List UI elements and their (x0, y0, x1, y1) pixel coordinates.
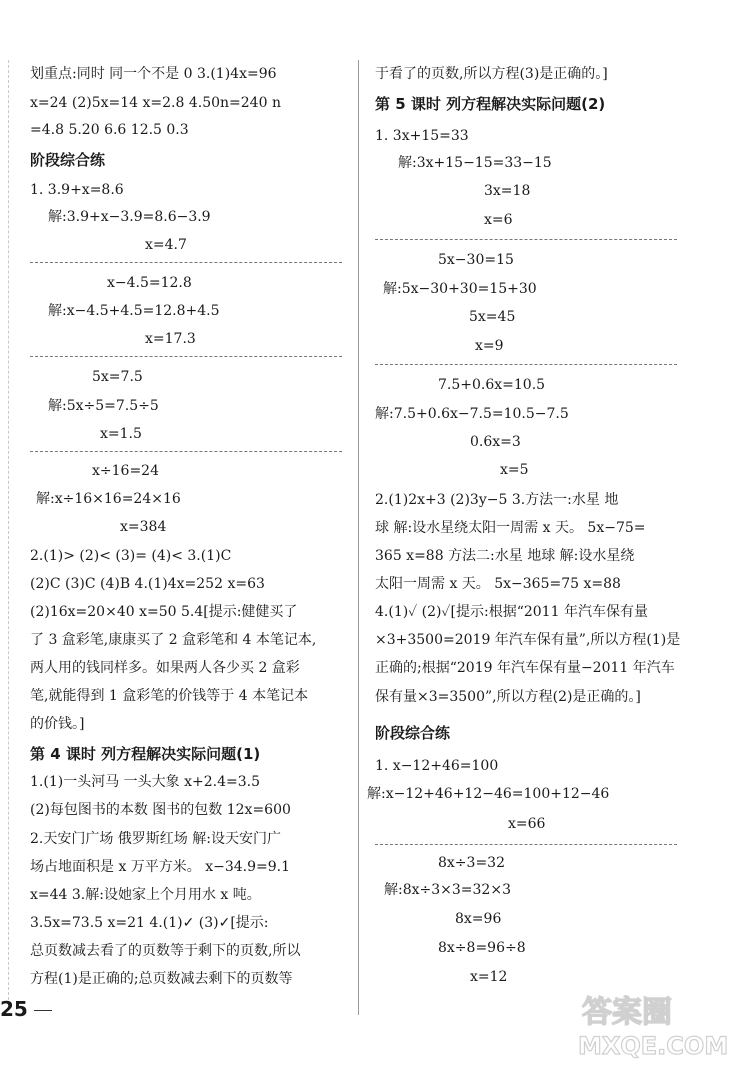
answer-line: (2)每包图书的本数 图书的包数 12x=600 (30, 802, 291, 818)
watermark-logo (572, 990, 742, 1060)
dashed-separator (30, 262, 342, 263)
equation-line: x=17.3 (145, 331, 196, 347)
answer-line: 2.(1)> (2)< (3)= (4)< 3.(1)C (30, 548, 232, 564)
lesson-heading: 第 4 课时 列方程解决实际问题(1) (30, 745, 261, 763)
equation-line: x=1.5 (100, 426, 142, 442)
answer-line: 的价钱。] (30, 716, 85, 732)
lesson-heading: 第 5 课时 列方程解决实际问题(2) (375, 95, 606, 113)
answer-line: 2.天安门广场 俄罗斯红场 解:设天安门广 (30, 831, 281, 847)
dashed-separator (375, 364, 677, 365)
dashed-separator (30, 356, 342, 357)
page-number-rule (34, 1010, 52, 1011)
dashed-separator (375, 239, 677, 240)
equation-line: x=6 (484, 212, 513, 228)
answer-line: (2)C (3)C (4)B 4.(1)4x=252 x=63 (30, 576, 265, 592)
answer-line: 4.(1)✓ (2)✓[提示:根据“2011 年汽车保有量 (375, 604, 648, 620)
page-number: 25 (0, 997, 28, 1021)
answer-line: 于看了的页数,所以方程(3)是正确的。] (375, 66, 608, 82)
answer-line: x=44 3.解:设她家上个月用水 x 吨。 (30, 887, 261, 903)
answer-line: 总页数减去看了的页数等于剩下的页数,所以 (30, 943, 301, 959)
equation-line: 0.6x=3 (470, 434, 521, 450)
column-divider (358, 60, 359, 1015)
equation-line: 8x=96 (455, 911, 502, 927)
answer-line: (2)16x=20×40 x=50 5.4[提示:健健买了 (30, 604, 298, 620)
equation-line: 8x÷3=32 (438, 855, 505, 871)
equation-line: 解:8x÷3×3=32×3 (384, 882, 511, 898)
watermark-line2: MXQE.COM (578, 1032, 729, 1060)
answer-line: 保有量×3=3500”,所以方程(2)是正确的。] (375, 689, 641, 705)
equation-line: 解:5x÷5=7.5÷5 (48, 398, 159, 414)
equation-line: x=4.7 (145, 237, 187, 253)
equation-line: 5x=7.5 (92, 369, 143, 385)
equation-line: 1. 3.9+x=8.6 (30, 182, 124, 198)
equation-line: 1. x−12+46=100 (375, 758, 499, 774)
equation-line: x=5 (500, 462, 529, 478)
answer-line: x=24 (2)5x=14 x=2.8 4.50n=240 n (30, 95, 281, 111)
answer-line: =4.8 5.20 6.6 12.5 0.3 (30, 122, 189, 138)
equation-line: x=384 (120, 519, 167, 535)
equation-line: x=12 (470, 969, 508, 985)
equation-line: x÷16=24 (92, 463, 159, 479)
equation-line: x=9 (475, 338, 504, 354)
equation-line: 7.5+0.6x=10.5 (438, 377, 546, 393)
answer-line: 1.(1)一头河马 一头大象 x+2.4=3.5 (30, 774, 260, 790)
answer-line: 正确的;根据“2019 年汽车保有量−2011 年汽车 (375, 660, 675, 676)
equation-line: 解:5x−30+30=15+30 (383, 281, 537, 297)
equation-line: 解:7.5+0.6x−7.5=10.5−7.5 (375, 406, 569, 422)
answer-line: 球 解:设水星绕太阳一周需 x 天。 5x−75= (375, 520, 646, 536)
answer-line: 划重点:同时 同一个不是 0 3.(1)4x=96 (30, 66, 277, 82)
answer-line: 笔,就能得到 1 盒彩笔的价钱等于 4 本笔记本 (30, 688, 309, 704)
equation-line: 5x=45 (469, 309, 516, 325)
equation-line: 5x−30=15 (438, 252, 514, 268)
section-heading: 阶段综合练 (30, 151, 106, 169)
section-heading: 阶段综合练 (375, 724, 451, 742)
answer-line: 方程(1)是正确的;总页数减去剩下的页数等 (30, 971, 293, 987)
equation-line: x−4.5=12.8 (107, 275, 192, 291)
equation-line: 解:3.9+x−3.9=8.6−3.9 (48, 209, 211, 225)
equation-line: x=66 (508, 816, 546, 832)
dashed-separator (375, 844, 677, 845)
equation-line: 3x=18 (484, 183, 531, 199)
binding-edge (8, 60, 9, 1010)
answer-line: 太阳一周需 x 天。 5x−365=75 x=88 (375, 576, 621, 592)
answer-line: 场占地面积是 x 万平方米。 x−34.9=9.1 (30, 859, 291, 875)
answer-line: 2.(1)2x+3 (2)3y−5 3.方法一:水星 地 (375, 492, 619, 508)
answer-line: 365 x=88 方法二:水星 地球 解:设水星绕 (375, 548, 635, 564)
equation-line: 8x÷8=96÷8 (438, 940, 526, 956)
equation-line: 解:x÷16×16=24×16 (36, 491, 181, 507)
answer-line: 了 3 盒彩笔,康康买了 2 盒彩笔和 4 本笔记本, (30, 632, 317, 648)
equation-line: 解:3x+15−15=33−15 (398, 155, 552, 171)
equation-line: 解:x−12+46+12−46=100+12−46 (367, 786, 610, 802)
answer-line: 3.5x=73.5 x=21 4.(1)✓ (3)✓[提示: (30, 915, 269, 931)
answer-line: 两人用的钱同样多。如果两人各少买 2 盒彩 (30, 660, 300, 676)
equation-line: 解:x−4.5+4.5=12.8+4.5 (48, 303, 220, 319)
dashed-separator (30, 451, 342, 452)
equation-line: 1. 3x+15=33 (375, 128, 469, 144)
watermark-line1: 答案圈 (582, 995, 672, 1030)
answer-line: ×3+3500=2019 年汽车保有量”,所以方程(1)是 (375, 632, 681, 648)
